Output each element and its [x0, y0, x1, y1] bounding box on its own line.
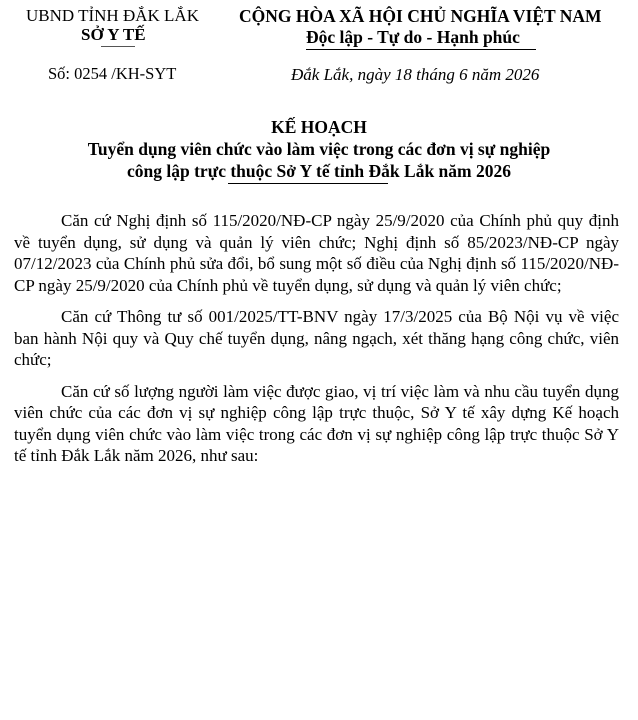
document-title-line-1: Tuyển dụng viên chức vào làm việc trong các đơn vị sự nghiệp: [87, 139, 551, 159]
document-number: Số: 0254 /KH-SYT: [48, 64, 177, 83]
issuing-authority: SỞ Y TẾ: [81, 25, 146, 44]
legal-basis-paragraph-3: Căn cứ số lượng người làm việc được giao, vị trí việc làm và nhu cầu tuyển dụng viên chức của các đơn vị sự nghiệp công lập trực thuộc, Sở Y tế xây dựng Kế hoạch tuyển dụng viên chức vào làm việc trong các đơn vị sự nghiệp công lập trực thuộc Sở Y tế tỉnh Đắk Lắk năm 2026, như sau:: [14, 381, 619, 465]
authority-underline: [101, 46, 135, 47]
document-type: KẾ HOẠCH: [271, 117, 367, 137]
document-title-line-2: công lập trực thuộc Sở Y tế tỉnh Đắk Lắk năm 2026: [127, 161, 511, 181]
issuing-authority-parent: UBND TỈNH ĐẮK LẮK: [26, 6, 199, 25]
place-and-date: Đắk Lắk, ngày 18 tháng 6 năm 2026: [291, 65, 540, 84]
legal-basis-paragraph-1: Căn cứ Nghị định số 115/2020/NĐ-CP ngày 25/9/2020 của Chính phủ quy định về tuyển dụng, sử dụng và quản lý viên chức; Nghị định số 85/2023/NĐ-CP ngày 07/12/2023 của Chính phủ sửa đổi, bổ sung một số điều của Nghị định số 115/2020/NĐ-CP ngày 25/9/2020 của Chính phủ về tuyển dụng, sử dụng và quản lý viên chức;: [14, 211, 619, 295]
title-underline: [228, 183, 388, 184]
motto-underline: [306, 49, 536, 50]
national-title: CỘNG HÒA XÃ HỘI CHỦ NGHĨA VIỆT NAM: [239, 6, 602, 26]
legal-basis-paragraph-2: Căn cứ Thông tư số 001/2025/TT-BNV ngày 17/3/2025 của Bộ Nội vụ về việc ban hành Nội quy và Quy chế tuyển dụng, nâng ngạch, xét thăng hạng công chức, viên chức;: [14, 307, 619, 369]
document-body: [14, 210, 619, 477]
national-motto: Độc lập - Tự do - Hạnh phúc: [306, 27, 520, 47]
